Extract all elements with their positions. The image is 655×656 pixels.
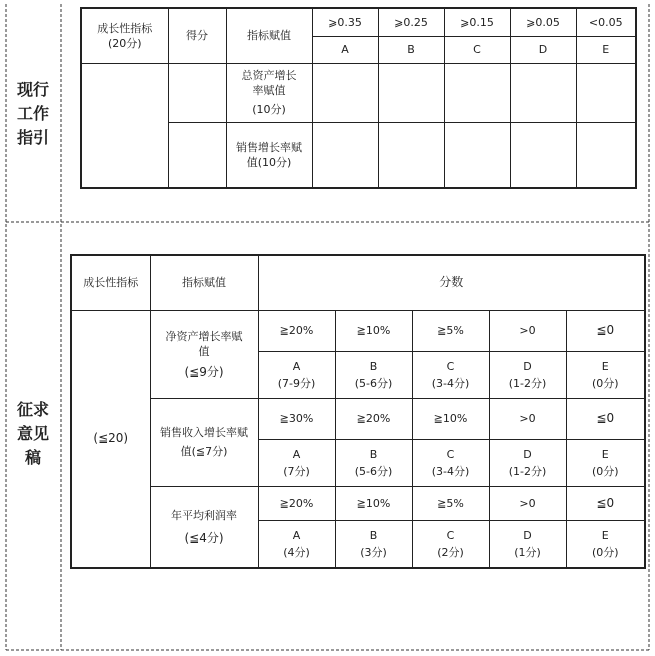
grade-cell — [566, 520, 645, 568]
header-indicator-score: (20分) — [107, 36, 142, 50]
grade-points: (0分) — [591, 545, 619, 559]
grade-letter: D — [523, 528, 532, 542]
grade-cell: C — [444, 36, 510, 63]
indicator-value-cell — [226, 63, 312, 122]
threshold-cell: ≧10% — [335, 486, 412, 520]
row-label-line: 销售增长率赋 — [236, 140, 302, 154]
header-value: 指标赋值 — [150, 255, 258, 310]
grade-points: (5-6分) — [354, 464, 393, 478]
blank-cell — [378, 122, 444, 188]
draft-table — [70, 254, 646, 569]
grade-cell — [258, 439, 335, 486]
grade-points: (5-6分) — [354, 376, 393, 390]
grade-letter: C — [446, 359, 455, 373]
grade-cell: A — [312, 36, 378, 63]
blank-cell — [576, 63, 636, 122]
threshold-cell: >0 — [489, 310, 566, 351]
grade-cell — [412, 439, 489, 486]
grade-points: (1-2分) — [508, 376, 547, 390]
blank-cell — [510, 63, 576, 122]
grade-points: (0分) — [591, 376, 619, 390]
current-guideline-table — [80, 7, 637, 189]
threshold-cell: >0 — [489, 486, 566, 520]
threshold-cell: ⩾0.05 — [510, 8, 576, 36]
grade-letter: B — [369, 528, 378, 542]
row-label-line: 值 — [198, 344, 210, 358]
grade-letter: D — [523, 359, 532, 373]
grade-letter: A — [292, 359, 301, 373]
grade-points: (7分) — [283, 464, 310, 478]
grade-cell — [489, 520, 566, 568]
blank-cell — [510, 122, 576, 188]
blank-cell — [444, 63, 510, 122]
grade-cell: D — [510, 36, 576, 63]
grade-cell: E — [576, 36, 636, 63]
grade-points: (7-9分) — [277, 376, 316, 390]
grade-cell — [335, 520, 412, 568]
section-label-draft-text: 征求 意见 稿 — [16, 400, 49, 467]
row-label-line: 率赋值 — [252, 84, 286, 97]
threshold-cell: >0 — [489, 398, 566, 439]
grade-letter: C — [446, 528, 455, 542]
grade-points: (3-4分) — [431, 376, 470, 390]
total-cell: (≦20) — [71, 310, 150, 568]
grade-cell — [258, 520, 335, 568]
indicator-value-cell — [150, 486, 258, 568]
row-label-line: (10分) — [252, 103, 286, 116]
grade-cell — [335, 351, 412, 398]
grade-letter: A — [292, 447, 301, 461]
header-indicator-cell — [81, 8, 168, 63]
grade-letter: B — [369, 359, 378, 373]
blank-cell — [168, 122, 226, 188]
threshold-cell: ≦0 — [566, 398, 645, 439]
header-score: 得分 — [168, 8, 226, 63]
threshold-cell: ≧30% — [258, 398, 335, 439]
header-scores: 分数 — [258, 255, 645, 310]
threshold-cell: ≦0 — [566, 486, 645, 520]
grade-points: (3-4分) — [431, 464, 470, 478]
header-indicator: 成长性指标 — [71, 255, 150, 310]
grade-points: (1-2分) — [508, 464, 547, 478]
row-label-line: 净资产增长率赋 — [165, 329, 243, 343]
threshold-cell: ≧10% — [412, 398, 489, 439]
grade-cell — [412, 520, 489, 568]
indicator-value-cell — [150, 398, 258, 486]
threshold-cell: ≧20% — [258, 310, 335, 351]
grade-cell — [489, 439, 566, 486]
blank-cell — [444, 122, 510, 188]
threshold-cell: <0.05 — [576, 8, 636, 36]
grade-cell: B — [378, 36, 444, 63]
grade-letter: A — [292, 528, 301, 542]
row-label-line: 销售收入增长率赋 — [160, 426, 248, 439]
section-label-current — [6, 78, 60, 150]
indicator-value-cell — [226, 122, 312, 188]
row-label-line: 年平均利润率 — [171, 508, 237, 522]
grade-letter: D — [523, 447, 532, 461]
blank-cell — [168, 63, 226, 122]
header-value: 指标赋值 — [226, 8, 312, 63]
row-label-line: 值(≦7分) — [180, 445, 228, 458]
grade-points: (1分) — [514, 545, 541, 559]
threshold-cell: ≧5% — [412, 486, 489, 520]
threshold-cell: ≦0 — [566, 310, 645, 351]
grade-letter: E — [601, 528, 609, 542]
blank-cell — [378, 63, 444, 122]
row-label-line: 总资产增长 — [241, 69, 297, 82]
grade-points: (4分) — [283, 545, 310, 559]
section-label-current-text: 现行 工作 指引 — [16, 80, 49, 147]
grade-points: (3分) — [360, 545, 387, 559]
threshold-cell: ≧10% — [335, 310, 412, 351]
indicator-value-cell — [150, 310, 258, 398]
threshold-cell: ≧20% — [335, 398, 412, 439]
grade-letter: E — [601, 359, 609, 373]
blank-cell — [312, 63, 378, 122]
threshold-cell: ≧5% — [412, 310, 489, 351]
grade-cell — [566, 351, 645, 398]
grade-cell — [489, 351, 566, 398]
blank-cell — [576, 122, 636, 188]
grade-points: (2分) — [437, 545, 464, 559]
blank-cell — [312, 122, 378, 188]
threshold-cell: ≧20% — [258, 486, 335, 520]
threshold-cell: ⩾0.35 — [312, 8, 378, 36]
threshold-cell: ⩾0.15 — [444, 8, 510, 36]
grade-cell — [335, 439, 412, 486]
header-indicator: 成长性指标 — [97, 21, 153, 35]
section-label-draft — [6, 398, 60, 470]
grade-cell — [412, 351, 489, 398]
grade-letter: E — [601, 447, 609, 461]
grade-cell — [566, 439, 645, 486]
row-label-line: (≦9分) — [184, 364, 224, 379]
threshold-cell: ⩾0.25 — [378, 8, 444, 36]
row-label-line: (≦4分) — [184, 530, 224, 545]
grade-letter: C — [446, 447, 455, 461]
grade-letter: B — [369, 447, 378, 461]
blank-cell — [81, 63, 168, 188]
grade-cell — [258, 351, 335, 398]
row-label-line: 值(10分) — [246, 155, 292, 169]
grade-points: (0分) — [591, 464, 619, 478]
